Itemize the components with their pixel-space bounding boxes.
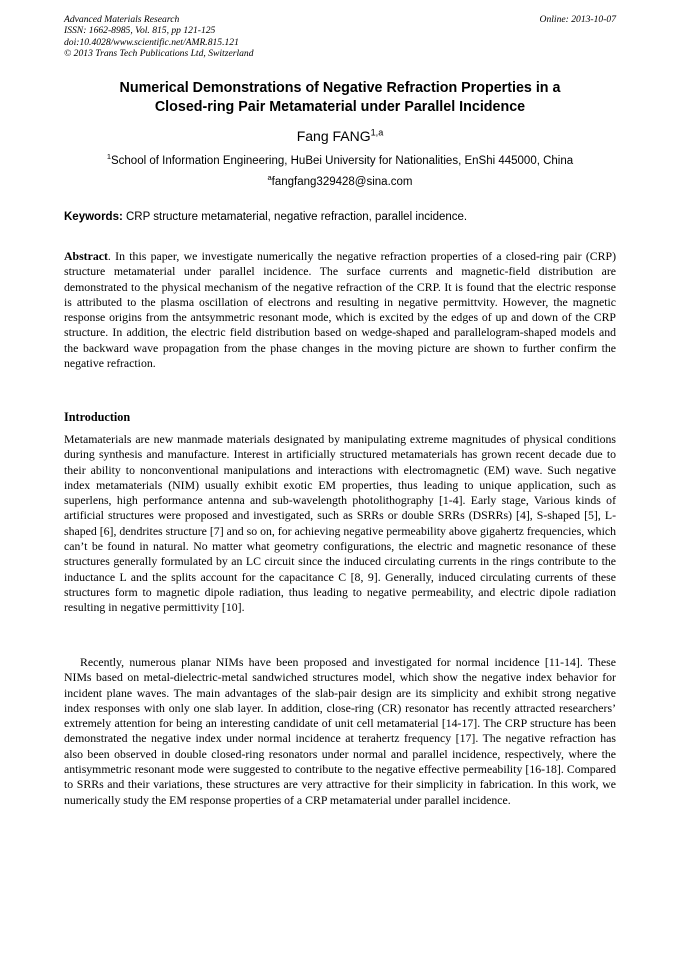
- affiliation-line: [64, 152, 616, 167]
- introduction-paragraph-1: Metamaterials are new manmade materials designated by manipulating extreme magnitudes of physical conditions during synthesis and manufacture. Interest in artificially structured metamaterials has grown recent decade due to their ability to nonconventional manipulations and interactions with electromagnetic (EM) wave. Such negative index metamaterials (NIM) usually exhibit exotic EM properties, thus leading to unique application, such as superlens, high performance antenna and sub-wavelength photolithography [1-4]. Early stage, Various kinds of artificial structures were proposed and investigated, such as SRRs or double SRRs (DSRRs) [4], S-shaped [5], L-shaped [6], dendrites structure [7] and so on, for achieving negative permeability above gigahertz frequencies, which can’t be found in natural. No matter what geometry configurations, the electric and magnetic resonance of these structures generally formulated by an LC circuit since the induced circulating currents in the rings contribute to the inductance L and the splits account for the capacitance C [8, 9]. Generally, induced circulating currents of these structures form to magnetic dipole radiation, thus leading to negative permeability, and electric dipole radiation resulting in negative permittivity [10].: [64, 432, 616, 615]
- paper-title: [64, 79, 616, 117]
- copyright-line: © 2013 Trans Tech Publications Ltd, Switzerland: [64, 48, 254, 60]
- author-name: Fang FANG: [296, 128, 371, 144]
- abstract-label: Abstract: [64, 249, 108, 263]
- introduction-paragraph-2: Recently, numerous planar NIMs have been proposed and investigated for normal incidence [11-14]. These NIMs based on metal-dielectric-metal sandwiched structures model, which show the negative index behavior for incident plane waves. The main advantages of the slab-pair design are its simplicity and exhibit strong negative index responses with only one slab layer. In addition, close-ring (CR) resonator has recently attracted researchers’ extremely attention for being an interesting candidate of unit cell metamaterial [14-17]. The CRP structure has been demonstrated the negative index under normal incidence at terahertz frequency [17]. The negative refraction has also been observed in double closed-ring resonators under normal and parallel incidence, respectively, where the antisymmetric resonant mode were suggested to contribute to the negative effective permeability [16-18]. Compared to SRRs and their variations, these structures are very attractive for their simplicity in fabrication. In this work, we numerically study the EM response properties of a CRP metamaterial under parallel incidence.: [64, 655, 616, 807]
- author-line: [64, 128, 616, 144]
- journal-name: Advanced Materials Research: [64, 14, 180, 25]
- affiliation-sup: 1: [106, 152, 111, 162]
- keywords-text: CRP structure metamaterial, negative refraction, parallel incidence.: [122, 211, 468, 223]
- online-date: Online: 2013-10-07: [539, 14, 616, 25]
- abstract-text: . In this paper, we investigate numerically the negative refraction properties of a closed-ring pair (CRP) structure metamaterial under parallel incidence. The surface currents and magnetic-field distribution are demonstrated to the physical mechanism of the negative refraction of the CRP. It is found that the electric response is attributed to the plasma oscillation of electrons and resulting in negative permittvity. However, the magnetic response origins from the antsymmetric resonant mode, which is excited by the edges of up and down of the CRP structure. In addition, the electric field distribution based on wedge-shaped and parallelogram-shaped models and the backward wave propagation from the phase changes in the moving picture are shown to further confirm the negative refraction.: [64, 249, 616, 371]
- issn-line: ISSN: 1662-8985, Vol. 815, pp 121-125: [64, 25, 216, 37]
- email-line: [64, 173, 616, 188]
- affiliation-text: School of Information Engineering, HuBei University for Nationalities, EnShi 445000, China: [110, 155, 574, 167]
- keywords-line: [64, 211, 616, 223]
- email-address[interactable]: fangfang329428@sina.com: [271, 176, 413, 188]
- section-heading-introduction: Introduction: [64, 410, 131, 424]
- keywords-label: Keywords:: [64, 211, 123, 223]
- email-sup: a: [267, 173, 272, 183]
- doi-line: doi:10.4028/www.scientific.net/AMR.815.121: [64, 36, 239, 48]
- title-line-2: Closed-ring Pair Metamaterial under Parallel Incidence: [154, 99, 526, 115]
- title-line-1: Numerical Demonstrations of Negative Refraction Properties in a: [119, 80, 561, 96]
- journal-header: [64, 14, 616, 60]
- author-sup: 1,a: [370, 127, 384, 138]
- abstract-paragraph: [64, 249, 616, 371]
